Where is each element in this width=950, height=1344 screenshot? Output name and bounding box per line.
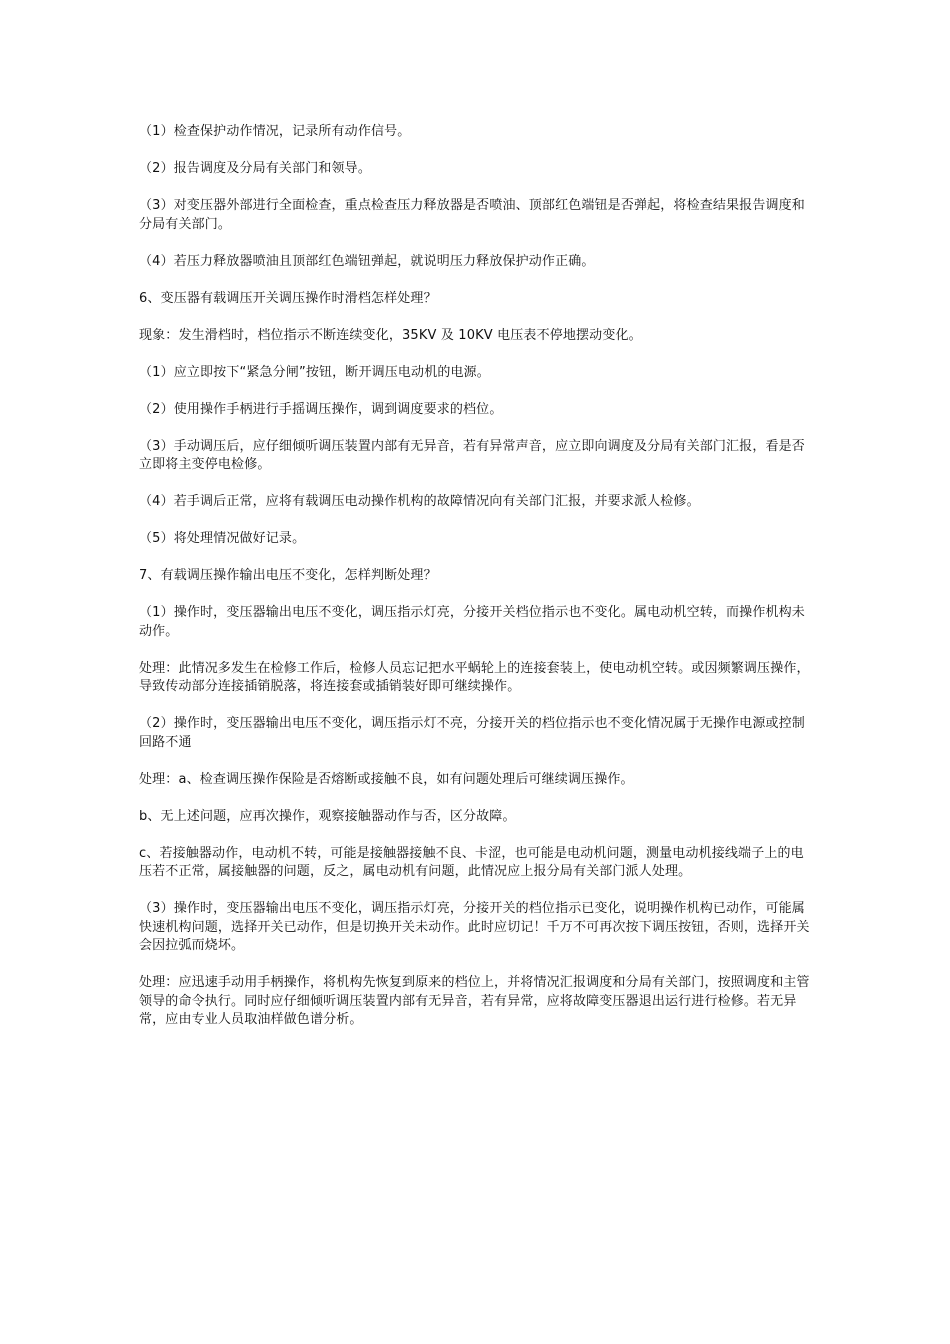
- paragraph-phenomenon: 现象：发生滑档时，档位指示不断连续变化，35KV 及 10KV 电压表不停地摆动变化。: [139, 327, 642, 343]
- paragraph-6-2: （2）使用操作手柄进行手摇调压操作，调到调度要求的档位。: [139, 401, 503, 417]
- paragraph-6-3: （3）手动调压后，应仔细倾听调压装置内部有无异音，若有异常声音，应立即向调度及分局有关部门汇报，看是否立即将主变停电检修。: [139, 438, 805, 472]
- paragraph-3: （3）对变压器外部进行全面检查，重点检查压力释放器是否喷油、顶部红色端钮是否弹起，将检查结果报告调度和分局有关部门。: [139, 198, 805, 232]
- paragraph-7-2-handling-b: b、无上述问题，应再次操作，观察接触器动作与否，区分故障。: [139, 808, 516, 824]
- paragraph-6-1: （1）应立即按下“紧急分闸”按钮，断开调压电动机的电源。: [139, 364, 490, 380]
- paragraph-7-2-handling-c: c、若接触器动作，电动机不转，可能是接触器接触不良、卡涩，也可能是电动机问题，测量电动机接线端子上的电压若不正常，属接触器的问题，反之，属电动机有问题，此情况应上报分局有关部门派人处理。: [139, 845, 804, 879]
- paragraph-7-3-handling: 处理：应迅速手动用手柄操作，将机构先恢复到原来的档位上，并将情况汇报调度和分局有关部门，按照调度和主管领导的命令执行。同时应仔细倾听调压装置内部有无异音，若有异常，应将故障变压器退出运行进行检修。若无异常，应由专业人员取油样做色谱分析。: [139, 975, 810, 1027]
- paragraph-6-4: （4）若手调后正常，应将有载调压电动操作机构的故障情况向有关部门汇报，并要求派人检修。: [139, 494, 700, 509]
- paragraph-7-2-handling-a: 处理：a、检查调压操作保险是否熔断或接触不良，如有问题处理后可继续调压操作。: [139, 771, 634, 787]
- paragraph-7-3: （3）操作时，变压器输出电压不变化，调压指示灯亮，分接开关的档位指示已变化，说明操作机构已动作，可能属快速机构问题，选择开关已动作，但是切换开关未动作。此时应切记！千万不可再次按下调压按钮，否则，选择开关会因拉弧而烧坏。: [139, 901, 810, 953]
- paragraph-1: （1）检查保护动作情况，记录所有动作信号。: [139, 124, 411, 139]
- document-body: [139, 123, 811, 1030]
- paragraph-2: （2）报告调度及分局有关部门和领导。: [139, 161, 371, 176]
- paragraph-7-1: （1）操作时，变压器输出电压不变化，调压指示灯亮，分接开关档位指示也不变化。属电动机空转，而操作机构未动作。: [139, 605, 805, 639]
- paragraph-4: （4）若压力释放器喷油且顶部红色端钮弹起，就说明压力释放保护动作正确。: [139, 253, 595, 269]
- section-heading-6: 6、变压器有载调压开关调压操作时滑档怎样处理？: [139, 290, 437, 306]
- paragraph-6-5: （5）将处理情况做好记录。: [139, 531, 306, 546]
- paragraph-7-2: （2）操作时，变压器输出电压不变化，调压指示灯不亮，分接开关的档位指示也不变化情况属于无操作电源或控制回路不通: [139, 716, 805, 750]
- section-heading-7: 7、有载调压操作输出电压不变化，怎样判断处理？: [139, 568, 437, 583]
- paragraph-7-1-handling: 处理：此情况多发生在检修工作后，检修人员忘记把水平蜗轮上的连接套装上，使电动机空转。或因频繁调压操作，导致传动部分连接插销脱落，将连接套或插销装好即可继续操作。: [139, 660, 810, 694]
